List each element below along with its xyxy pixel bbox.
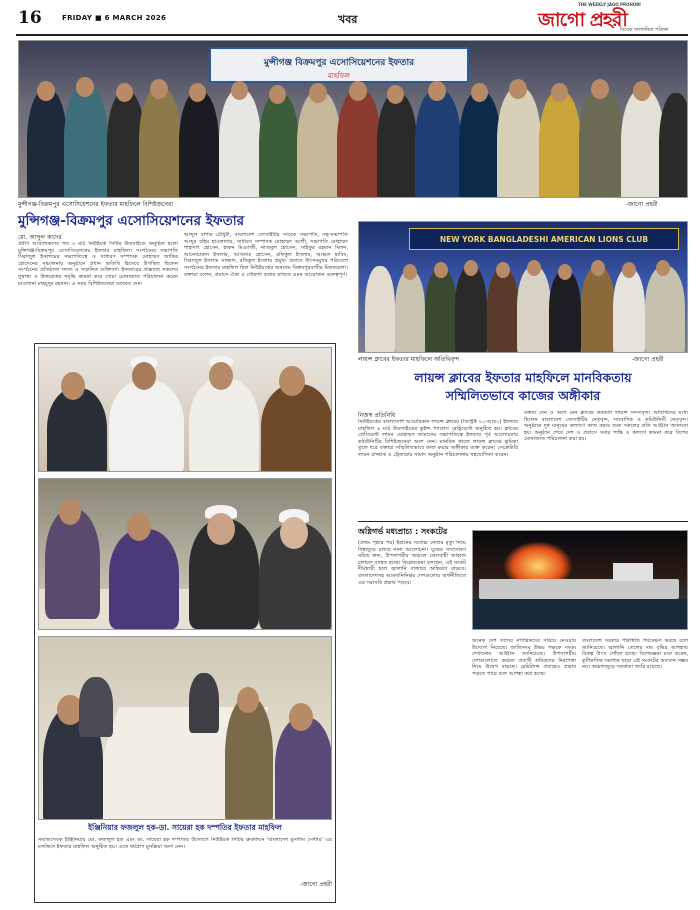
section-divider bbox=[358, 521, 688, 522]
top-group-photo bbox=[18, 40, 688, 198]
bottom-photo-caption bbox=[38, 823, 332, 901]
logo-top-line: THE WEEKLY JAGO PROHORI bbox=[578, 2, 641, 7]
article-headline: অগ্নিগর্ভ মধ্যপ্রাচ্য : সংকটের bbox=[358, 527, 448, 536]
lions-photo-caption: লায়ন্স ক্লাবের ইফতার মাহফিলে অতিথিবৃন্দ bbox=[358, 356, 460, 363]
article-headline-line2: সম্মিলিতভাবে কাজের অঙ্গীকার bbox=[445, 388, 601, 403]
caption-title: ইঞ্জিনিয়ার ফজলুল হক-ডা. সায়েরা হক দম্পতির ইফতার মাহফিল bbox=[88, 823, 282, 832]
article-body-col3: বাংলাদেশ সরকার পরিস্থিতি পর্যবেক্ষণ করছে বলে জানিয়েছে। জ্বালানি তেলের দাম বৃদ্ধির আশঙ্কায় বিকল্প উৎস খোঁজা হচ্ছে। বিশেষজ্ঞরা মনে করেন, কূটনৈতিক সমাধান ছাড়া এই সংকটের অবসান সম্ভব নয়। অঞ্চলজুড়ে সতর্কতা জারি রয়েছে। bbox=[582, 638, 688, 671]
lions-banner bbox=[409, 228, 679, 250]
article-headline-line1: লায়ন্স ক্লাবের ইফতার মাহফিলে মানবিকতায় bbox=[414, 370, 632, 385]
iftar-photo-long-table bbox=[38, 636, 332, 820]
lions-photo-credit: -জাগো প্রহরী bbox=[632, 356, 664, 363]
article-body-col1: (প্রথম পৃষ্ঠার পর) ইরানের সর্বোচ্চ নেতার মৃত্যু নিয়ে বিশ্বজুড়ে চলছে নানা আলোচনা। যুদ্ধের সম্প্রসারণ ঘটছে দ্রুত, উপসাগরীয় অঞ্চলে তেলবাহী জাহাজ চলাচল ব্যাহত হচ্ছে। বিশ্লেষকেরা বলছেন, এই সংকট দীর্ঘস্থায়ী হলে জ্বালানি বাজারে অস্থিরতা বাড়বে। বাংলাদেশসহ আমদানিনির্ভর দেশগুলোর অর্থনীতিতে এর সরাসরি প্রভাব পড়বে। bbox=[358, 540, 466, 586]
ship-fire-photo bbox=[472, 530, 688, 630]
issue-date: FRIDAY ■ 6 MARCH 2026 bbox=[62, 14, 167, 22]
lions-club-photo bbox=[358, 221, 688, 353]
page-header bbox=[0, 0, 700, 36]
article-lions-club bbox=[358, 366, 688, 516]
article-body-col2: বক্তব্য দেন ও অংশ নেন ক্লাবের কর্মকর্তা লায়ন্স সদস্যবৃন্দ। অতিথিদের মধ্যে ছিলেন বাংলাদেশ সোসাইটির নেতৃবৃন্দ, সাংবাদিক ও কমিউনিটি নেতৃবৃন্দ। অনুষ্ঠানে দুস্থ মানুষের কল্যাণে কাজ করার জন্য সকলের প্রতি আহ্বান জানানো হয়। অনুষ্ঠান শেষে দেশ ও প্রবাসে সবার শান্তি ও কল্যাণ কামনা করে বিশেষ মোনাজাত পরিচালনা করা হয়। bbox=[524, 410, 688, 443]
top-photo-credit: -জাগো প্রহরী bbox=[626, 201, 658, 208]
caption-credit: -জাগো প্রহরী bbox=[300, 881, 332, 888]
header-rule bbox=[16, 34, 688, 36]
article-body-col2: আব্দুল বাশার চৌধুরী, বাংলাদেশ সোসাইটির সাবেক সভাপতি, সহ-সভাপতি আব্দুর রহিম হাওলাদার, সাধারণ সম্পাদক মোহাম্মদ আলী, সভাপতি মোহাম্মদ শাহাদাৎ হোসেন, হারুন মিঞাজী, নাজমুল হোসেন, সাইফুর রহমান মিলন, আনোয়ারুল ইসলাম, আখতার হোসেন, রফিকুল ইসলাম, আহমদ হাবিব, সিরাজুল ইসলাম সাজ্জাদ, রফিকুল ইসলাম প্রমুখ। প্রবাসে উৎসবমুখর পরিবেশে সংগঠনের ইফতার মাহফিল ছিল নিউইয়র্কের অন্যতম বিক্রমপুরবাসীর মিলনমেলা। বক্তারা বলেন, প্রবাসে ঐক্য ও সৌহার্দ্য বজায় রাখতে এমন আয়োজন গুরুত্বপূর্ণ। bbox=[184, 232, 348, 278]
lions-banner-text: NEW YORK BANGLADESHI AMERICAN LIONS CLUB bbox=[439, 234, 649, 244]
article-headline: মুন্সিগঞ্জ-বিক্রমপুর এসোসিয়েশনের ইফতার bbox=[18, 213, 245, 229]
article-body-col2: অনেক দেশ তাদের নাগরিকদের সরিয়ে নেওয়ার উদ্যোগ নিয়েছে। জাতিসংঘ উভয় পক্ষকে সংযম দেখানোর আহ্বান জানিয়েছে। উপসাগরীয় দেশগুলোতে কর্মরত প্রবাসী শ্রমিকদের নিরাপত্তা নিয়ে উদ্বেগ বাড়ছে। রেমিট্যান্স প্রবাহেও প্রভাব পড়তে পারে বলে আশঙ্কা করা হচ্ছে। bbox=[472, 638, 576, 677]
logo-tagline: বিবেক জাগানিয়া পত্রিকা bbox=[620, 27, 669, 33]
page-number: 16 bbox=[18, 8, 42, 28]
iftar-photo-table bbox=[38, 478, 332, 630]
event-banner bbox=[209, 47, 469, 83]
banner-subtext: মাহফিল bbox=[328, 72, 350, 80]
article-byline: নিজস্ব প্রতিনিধি bbox=[358, 412, 396, 419]
article-byline: মো. আব্দুল কাদের bbox=[18, 234, 62, 241]
article-body-col1: প্রবীণ আবাসিকদের গত ৩ মার্চ নিউইয়র্ক সিটির উডসাইডে অনুষ্ঠিত হলো মুন্সিগঞ্জ-বিক্রমপুর এসোসিয়েশনের ইফতার মাহফিল। সংগঠনের সভাপতি সিরাজুল ইসলামের সভাপতিত্বে ও সাধারণ সম্পাদক মোহাম্মদ জাকির হোসেনের সঞ্চালনায় অনুষ্ঠানে প্রধান অতিথি হিসেবে উপস্থিত ছিলেন সংগঠনের প্রতিষ্ঠাতা সদস্য ও সম্মানিত ব্যক্তিবর্গ। ইফতারের প্রাক্কালে সকলের সুস্বাস্থ্য ও উত্তরোত্তর সমৃদ্ধি কামনা করে দোয়া মোনাজাত পরিচালনা করেন মাওলানা মাহমুদুর রহমান। এ সময় বিশিষ্টজনেরা মতামত দেন। bbox=[18, 241, 178, 287]
iftar-photo-elders bbox=[38, 347, 332, 472]
masthead-logo bbox=[538, 2, 688, 34]
banner-text: মুন্সীগঞ্জ বিক্রমপুর এসোসিয়েশনের ইফতার bbox=[263, 58, 415, 68]
logo-text: জাগো প্রহরী bbox=[538, 9, 627, 31]
article-iftar-association bbox=[18, 210, 348, 335]
top-photo-caption: মুন্সীগঞ্জ-বিক্রমপুর এসোসিয়েশনের ইফতার মাহফিলে বিশিষ্টজনেরা bbox=[18, 201, 173, 208]
caption-body: সমাজসেবক ইঞ্জিনিয়ার মো. ফজলুল হক এবং ডা. সায়েরা হক দম্পতির উদ্যোগে নিউইয়র্ক সিটির ব্রুকলিনে 'বাংলাদেশ মুসলিম সেন্টার' এর মসজিদে ইফতার মাহফিল অনুষ্ঠিত হয়। এতে ধর্মপ্রাণ মুসল্লিরা অংশ নেন। bbox=[38, 837, 332, 850]
section-name: খবর bbox=[338, 13, 358, 26]
article-body-col1: নিউইয়র্কের বাংলাদেশি আমেরিকান লায়ন্স ক্লাবের (ডিস্ট্রিক্ট ২০-আর২) ইফতার মাহফিল ৪ মার্চ উডসাইডের কুইন্স প্যালেস রেস্টুরেন্টে অনুষ্ঠিত হয়। ক্লাবের প্রেসিডেন্ট লায়ন মোহাম্মদ জামানের সভাপতিত্বে ইফতার পূর্ব আলোচনায় কমিউনিটির বিশিষ্টজনেরা অংশ নেন। মানবিক কাজে লায়ন্স ক্লাবের ভূমিকা তুলে ধরে বক্তারা সম্মিলিতভাবে কাজ করার অঙ্গীকার ব্যক্ত করেন। সেক্রেটারি লায়ন রাজ্জাক ও ট্রেজারার সামাদ অনুষ্ঠান পরিচালনায় সহযোগিতা করেন। bbox=[358, 419, 518, 458]
